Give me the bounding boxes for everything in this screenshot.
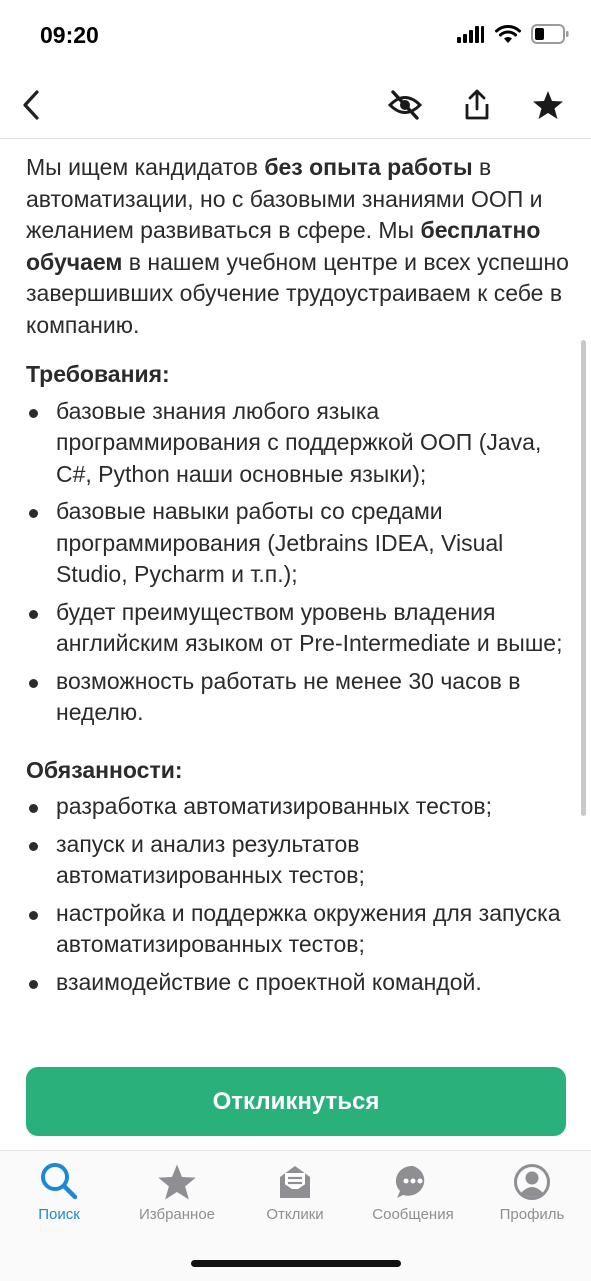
search-icon xyxy=(39,1161,79,1201)
intro-bold-2: бесплатно обучаем xyxy=(26,217,541,275)
wifi-icon xyxy=(495,25,521,44)
profile-icon xyxy=(513,1163,551,1201)
list-item: настройка и поддержка окружения для запуска автоматизированных тестов; xyxy=(26,898,574,961)
chevron-left-icon xyxy=(20,89,42,121)
star-icon xyxy=(532,90,564,120)
tab-label: Избранное xyxy=(138,1206,216,1223)
intro-text-2: в автоматизации, но с базовыми знаниями ООП и желанием развиваться в сфере. Мы xyxy=(26,154,543,243)
eye-slash-icon xyxy=(387,90,423,120)
list-item: будет преимуществом уровень владения английским языком от Pre-Intermediate и выше; xyxy=(26,597,574,660)
signal-icon xyxy=(457,25,485,43)
tab-messages[interactable] xyxy=(354,1151,472,1231)
status-bar xyxy=(0,0,591,70)
intro-text-3: в нашем учебном центре и всех успешно завершивших обучение трудоустраиваем к себе в компанию. xyxy=(26,248,569,338)
tab-label: Отклики xyxy=(266,1206,324,1223)
list-item: разработка автоматизированных тестов; xyxy=(26,791,574,823)
chat-bubble-icon xyxy=(394,1163,432,1201)
tab-label: Профиль xyxy=(499,1206,565,1223)
duties-list xyxy=(26,791,574,998)
tab-responses[interactable] xyxy=(236,1151,354,1231)
vacancy-description xyxy=(26,152,574,1004)
tab-label: Сообщения xyxy=(372,1206,454,1223)
back-button[interactable] xyxy=(12,86,50,124)
list-item: запуск и анализ результатов автоматизированных тестов; xyxy=(26,829,574,892)
home-indicator[interactable] xyxy=(191,1260,401,1267)
list-item: базовые знания любого языка программирования с поддержкой ООП (Java, C#, Python наши основные языки); xyxy=(26,396,574,491)
intro-paragraph xyxy=(26,152,574,341)
requirements-title: Требования: xyxy=(26,361,170,387)
duties-title: Обязанности: xyxy=(26,756,183,783)
tab-favorites[interactable] xyxy=(118,1151,236,1231)
hide-vacancy-button[interactable] xyxy=(386,86,424,124)
intro-text-1: Мы ищем кандидатов xyxy=(26,154,265,180)
nav-bar xyxy=(0,70,591,139)
responses-icon xyxy=(276,1163,314,1201)
share-icon xyxy=(462,89,492,121)
star-icon xyxy=(157,1163,197,1201)
favorite-button[interactable] xyxy=(529,86,567,124)
respond-button[interactable]: Откликнуться xyxy=(26,1067,566,1136)
battery-icon xyxy=(531,24,569,44)
status-icons xyxy=(457,24,569,44)
intro-bold-1: без опыта работы xyxy=(264,154,473,180)
list-item: возможность работать не менее 30 часов в неделю. xyxy=(26,666,574,729)
tab-profile[interactable] xyxy=(473,1151,591,1231)
tab-label: Поиск xyxy=(38,1206,80,1223)
tab-search[interactable] xyxy=(0,1151,118,1231)
list-item: базовые навыки работы со средами программирования (Jetbrains IDEA, Visual Studio, Pycharm и т.п.); xyxy=(26,496,574,591)
list-item: взаимодействие с проектной командой. xyxy=(26,967,574,999)
share-button[interactable] xyxy=(458,86,496,124)
scrollbar[interactable] xyxy=(581,340,586,816)
requirements-list xyxy=(26,396,574,729)
status-time: 09:20 xyxy=(40,22,99,48)
